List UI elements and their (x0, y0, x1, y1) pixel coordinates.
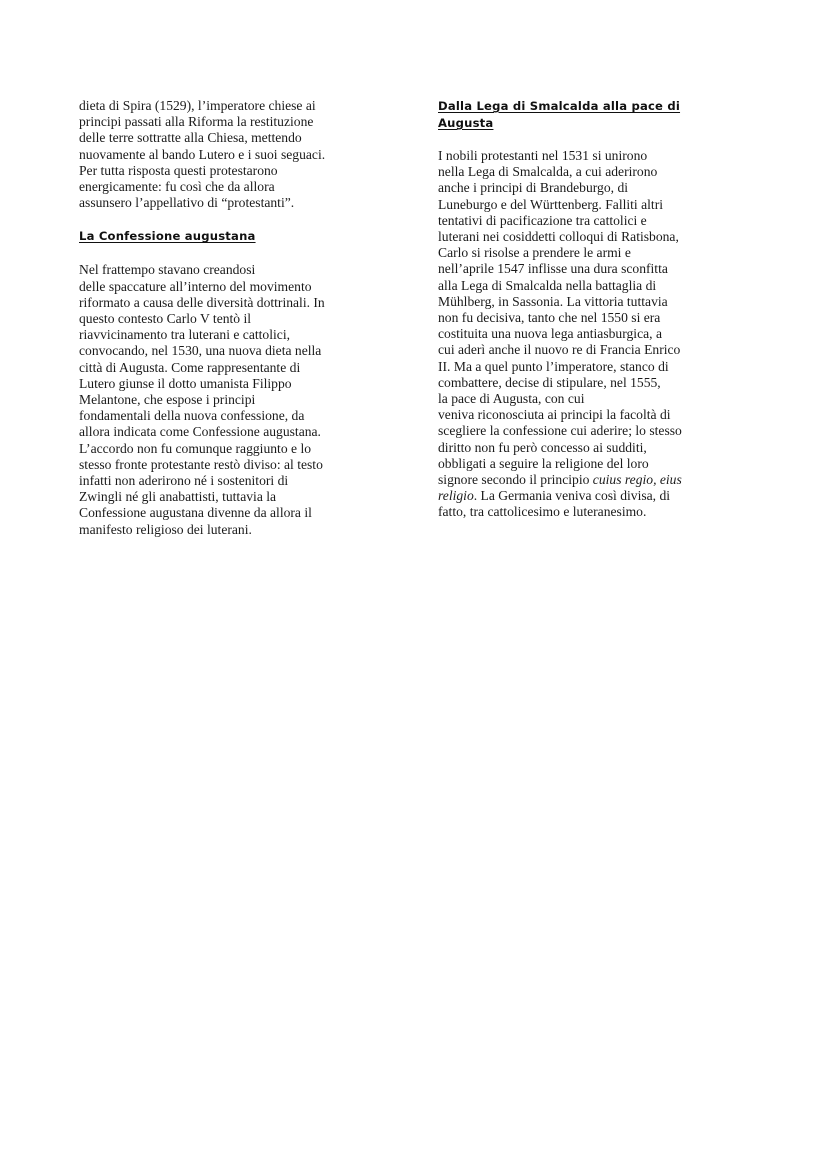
text-line: assunsero l’appellativo di “protestanti”. (79, 195, 295, 211)
text-line: combattere, decise di stipulare, nel 1555, (438, 374, 661, 390)
text-line: veniva riconosciuta ai principi la facoltà di (438, 407, 671, 423)
section-heading-confessione-augustana (79, 228, 409, 245)
text-line: non fu decisiva, tanto che nel 1550 si era (438, 310, 661, 326)
text-line: cui aderì anche il nuovo re di Francia Enrico (438, 342, 681, 358)
text-line: Lutero giunse il dotto umanista Filippo (79, 375, 292, 391)
text-line: nell’aprile 1547 inflisse una dura sconfitta (438, 261, 668, 277)
paragraph-lega-di-smalcalda (438, 148, 768, 521)
left-column (79, 98, 409, 538)
text-line: riavvicinamento tra luterani e cattolici, (79, 327, 290, 343)
text-line: obbligati a seguire la religione del loro (438, 455, 649, 471)
text-line: alla Lega di Smalcalda nella battaglia di (438, 277, 657, 293)
text-line: la pace di Augusta, con cui (438, 391, 585, 407)
text-line: II. Ma a quel punto l’imperatore, stanco di (438, 358, 669, 374)
text-line: luterani nei cosiddetti colloqui di Ratisbona, (438, 229, 679, 245)
text-line: I nobili protestanti nel 1531 si unirono (438, 148, 648, 163)
text-line: Per tutta risposta questi protestarono (79, 162, 278, 178)
text-line: Luneburgo e del Württenberg. Falliti altri (438, 196, 664, 212)
text-line: stesso fronte protestante restò diviso: al testo (79, 456, 323, 472)
section-heading-lega-di-smalcalda (438, 98, 768, 132)
text-line: L’accordo non fu comunque raggiunto e lo (79, 440, 312, 456)
text-line: anche i principi di Brandeburgo, di (438, 180, 629, 196)
text-line: Nel frattempo stavano creandosi (79, 262, 256, 278)
text-run: . La Germania veniva così divisa, di (473, 488, 671, 504)
heading-line: La Confessione augustana (79, 229, 256, 244)
text-line: nella Lega di Smalcalda, a cui aderirono (438, 164, 658, 180)
latin-phrase: cuius regio, eius (592, 472, 682, 488)
text-line: convocando, nel 1530, una nuova dieta nella (79, 343, 322, 359)
text-line: delle terre sottratte alla Chiesa, mettendo (79, 130, 302, 146)
text-line: tentativi di pacificazione tra cattolici e (438, 212, 647, 228)
text-line: diritto non fu però concesso ai sudditi, (438, 439, 647, 455)
text-line (438, 472, 768, 488)
text-line: Confessione augustana divenne da allora il (79, 505, 312, 521)
text-line: riformato a causa delle diversità dottrinali. In (79, 294, 325, 310)
text-line: allora indicata come Confessione augustana. (79, 424, 321, 440)
text-line (438, 488, 768, 504)
heading-line: Augusta (438, 116, 494, 130)
text-line: delle spaccature all’interno del movimento (79, 278, 312, 294)
text-line: Zwingli né gli anabattisti, tuttavia la (79, 489, 277, 505)
text-line: città di Augusta. Come rappresentante di (79, 359, 301, 375)
text-run: signore secondo il principio (438, 472, 593, 488)
text-line: fatto, tra cattolicesimo e luteranesimo. (438, 504, 647, 520)
text-line: fondamentali della nuova confessione, da (79, 408, 305, 424)
right-column (438, 98, 768, 521)
text-line: Mühlberg, in Sassonia. La vittoria tuttavia (438, 293, 668, 309)
spacer (438, 132, 768, 148)
text-line: scegliere la confessione cui aderire; lo stesso (438, 423, 682, 439)
text-line: Carlo si risolse a prendere le armi e (438, 245, 631, 261)
text-line: questo contesto Carlo V tentò il (79, 311, 252, 327)
text-line: energicamente: fu così che da allora (79, 179, 275, 195)
spacer (79, 211, 409, 228)
text-line: principi passati alla Riforma la restituzione (79, 114, 314, 130)
text-line: dieta di Spira (1529), l’imperatore chiese ai (79, 98, 316, 113)
text-line: manifesto religioso dei luterani. (79, 521, 252, 537)
spacer (79, 245, 409, 262)
text-line: nuovamente al bando Lutero e i suoi seguaci. (79, 146, 326, 162)
text-line: infatti non aderirono né i sostenitori di (79, 473, 289, 489)
paragraph-dieta-di-spira (79, 98, 409, 211)
text-line: costituita una nuova lega antiasburgica, a (438, 326, 662, 342)
text-line: Melantone, che espose i principi (79, 392, 256, 408)
paragraph-confessione-augustana (79, 262, 409, 537)
heading-line: Dalla Lega di Smalcalda alla pace di (438, 99, 681, 113)
latin-phrase: religio (438, 488, 474, 504)
